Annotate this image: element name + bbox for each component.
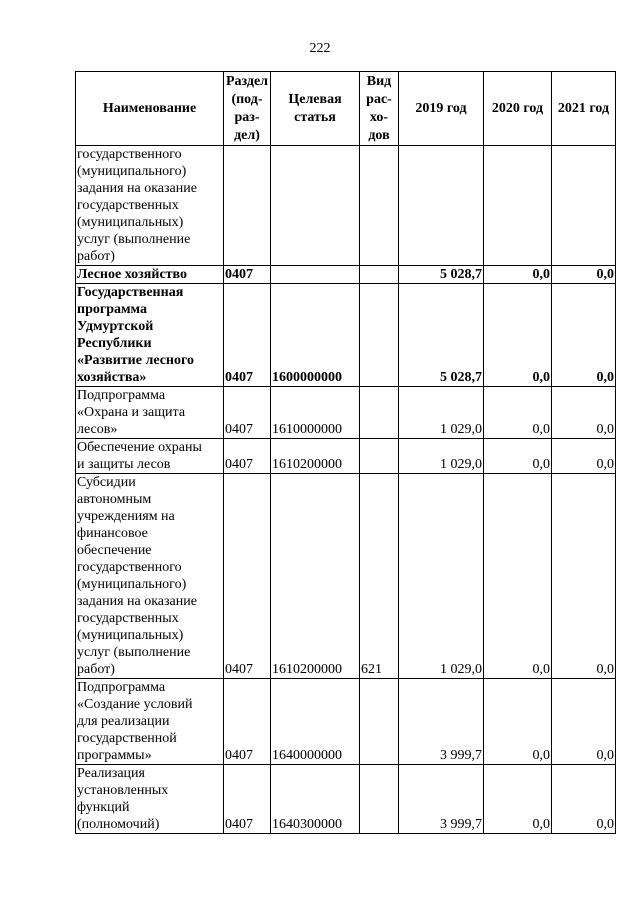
header-line: рас- [366,91,392,107]
header-line: Целевая [288,91,342,107]
name-line: автономным [77,492,152,507]
cell-year-2021: 0,0 [552,266,616,284]
name-line: учреждениям на [77,509,175,524]
budget-table [75,71,616,834]
name-line: хозяйства» [77,370,147,385]
name-line: Удмуртской [77,319,154,334]
cell-year-2019 [399,146,484,266]
cell-section: 0407 [224,387,271,439]
name-line: работ) [77,249,115,264]
cell-year-2021: 0,0 [552,765,616,834]
cell-expense-type [360,146,399,266]
cell-section [224,146,271,266]
name-line: (муниципального) [77,164,187,179]
header-year-2019 [399,72,484,146]
name-line: Республики [77,336,152,351]
cell-section: 0407 [224,765,271,834]
name-line: лесов» [77,422,118,437]
name-line: установленных [77,783,169,798]
cell-year-2020: 0,0 [484,474,552,679]
cell-target-article: 1640300000 [271,765,360,834]
name-line: задания на оказание [77,594,197,609]
cell-expense-type [360,679,399,765]
cell-name [76,146,224,266]
header-line: Наименование [102,100,197,116]
cell-target-article: 1610200000 [271,439,360,474]
cell-year-2019: 5 028,7 [399,284,484,387]
name-line: (полномочий) [77,817,160,832]
header-year-2020 [484,72,552,146]
name-line: работ) [77,662,115,677]
name-line: «Создание условий [77,697,193,712]
name-line: Лесное хозяйство [77,267,188,282]
name-line: Обеспечение охраны [77,440,202,455]
page-number: 222 [309,41,331,56]
name-line: государственной [77,731,177,746]
cell-name [76,765,224,834]
header-target-article [271,72,360,146]
cell-year-2019: 5 028,7 [399,266,484,284]
table-row [76,284,616,387]
header-line: 2021 год [557,100,610,116]
header-line: Вид [366,73,392,89]
name-line: «Развитие лесного [77,353,194,368]
cell-year-2019: 3 999,7 [399,679,484,765]
name-line: обеспечение [77,543,152,558]
cell-year-2020: 0,0 [484,679,552,765]
name-line: услуг (выполнение [77,645,191,660]
header-line: Раздел [225,73,269,89]
name-line: задания на оказание [77,181,197,196]
cell-name [76,284,224,387]
cell-name [76,266,224,284]
cell-expense-type [360,765,399,834]
cell-expense-type: 621 [360,474,399,679]
name-line: Субсидии [77,475,136,490]
header-line: раз- [234,109,260,125]
cell-target-article [271,146,360,266]
cell-year-2021: 0,0 [552,439,616,474]
name-line: (муниципальных) [77,628,184,643]
header-line: статья [294,109,336,125]
header-name [76,72,224,146]
cell-section: 0407 [224,266,271,284]
name-line: для реализации [77,714,170,729]
cell-target-article: 1600000000 [271,284,360,387]
table-row [76,266,616,284]
table-row [76,146,616,266]
cell-year-2021 [552,146,616,266]
cell-name [76,387,224,439]
name-line: функций [77,800,130,815]
cell-year-2020: 0,0 [484,387,552,439]
cell-expense-type [360,284,399,387]
name-line: финансовое [77,526,148,541]
cell-target-article [271,266,360,284]
cell-year-2019: 1 029,0 [399,474,484,679]
cell-year-2021: 0,0 [552,284,616,387]
header-line: 2019 год [415,100,467,116]
name-line: государственных [77,611,179,626]
name-line: услуг (выполнение [77,232,191,247]
cell-section: 0407 [224,474,271,679]
name-line: «Охрана и защита [77,405,186,420]
table-row [76,765,616,834]
cell-expense-type [360,266,399,284]
cell-target-article: 1610000000 [271,387,360,439]
cell-year-2019: 1 029,0 [399,439,484,474]
cell-section: 0407 [224,284,271,387]
header-line: дов [368,127,390,143]
cell-year-2020: 0,0 [484,439,552,474]
cell-year-2021: 0,0 [552,387,616,439]
name-line: программа [77,302,147,317]
cell-section: 0407 [224,679,271,765]
table-row [76,474,616,679]
name-line: и защиты лесов [77,457,171,472]
table-body [76,146,616,834]
cell-name [76,474,224,679]
name-line: программы» [77,748,152,763]
name-line: (муниципальных) [77,215,184,230]
cell-year-2021: 0,0 [552,679,616,765]
header-expense-type [360,72,399,146]
name-line: (муниципального) [77,577,187,592]
name-line: Подпрограмма [77,680,166,695]
name-line: Государственная [77,285,184,300]
header-section [224,72,271,146]
cell-section: 0407 [224,439,271,474]
name-line: государственного [77,560,182,575]
table-row [76,387,616,439]
name-line: Подпрограмма [77,388,166,403]
name-line: государственного [77,147,182,162]
cell-year-2020: 0,0 [484,284,552,387]
cell-year-2019: 3 999,7 [399,765,484,834]
table-row [76,439,616,474]
cell-expense-type [360,439,399,474]
cell-year-2020 [484,146,552,266]
cell-name [76,439,224,474]
cell-target-article: 1610200000 [271,474,360,679]
header-line: дел) [234,127,260,143]
header-line: хо- [369,109,389,125]
cell-year-2020: 0,0 [484,266,552,284]
cell-expense-type [360,387,399,439]
header-line: 2020 год [491,100,544,116]
header-line: (под- [231,91,263,107]
cell-target-article: 1640000000 [271,679,360,765]
cell-name [76,679,224,765]
cell-year-2021: 0,0 [552,474,616,679]
cell-year-2020: 0,0 [484,765,552,834]
table-header-row [76,72,616,146]
name-line: Реализация [77,766,145,781]
header-year-2021 [552,72,616,146]
cell-year-2019: 1 029,0 [399,387,484,439]
table-row [76,679,616,765]
name-line: государственных [77,198,179,213]
